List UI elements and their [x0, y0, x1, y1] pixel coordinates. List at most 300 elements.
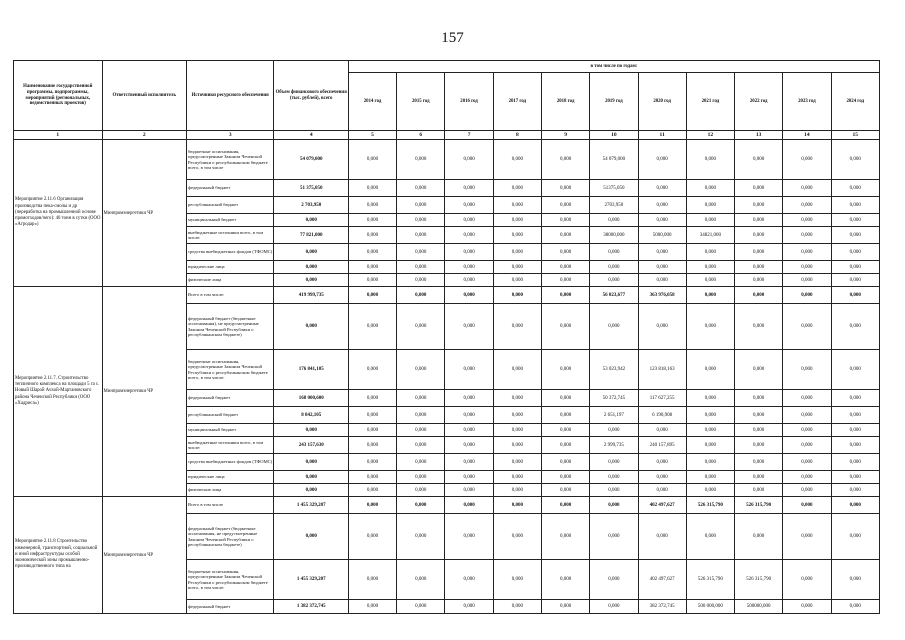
year-value: 0,000 [397, 514, 445, 560]
header-by-years: в том числе по годам: [348, 61, 879, 73]
year-value: 0,000 [348, 261, 396, 274]
year-value: 0,000 [397, 304, 445, 350]
year-value: 0,000 [493, 514, 541, 560]
year-value: 0,000 [735, 140, 783, 180]
header-year: 2022 год [735, 73, 783, 131]
column-number: 14 [783, 131, 831, 140]
year-value: 0,000 [541, 227, 589, 244]
year-value: 0,000 [397, 180, 445, 197]
funding-source: бюджетные ассигнования, предусмотренные Законом Чеченской Республики о республиканском бюджете всего, в том числе: [186, 560, 274, 600]
year-value: 0,000 [783, 214, 831, 227]
year-value: 0,000 [397, 197, 445, 214]
total-volume: 176 841,105 [274, 350, 348, 390]
year-value: 0,000 [590, 424, 638, 437]
funding-source: средства внебюджетных фондов (ТФОМС) [186, 244, 274, 261]
year-value: 0,000 [397, 227, 445, 244]
year-value: 0,000 [831, 514, 879, 560]
year-value: 0,000 [638, 140, 686, 180]
year-value: 0,000 [638, 214, 686, 227]
year-value: 0,000 [735, 424, 783, 437]
year-value: 0,000 [397, 600, 445, 614]
year-value: 0,000 [493, 484, 541, 497]
year-value: 0,000 [831, 560, 879, 600]
year-value: 0,000 [541, 497, 589, 514]
year-value: 0,000 [831, 484, 879, 497]
year-value: 0,000 [348, 407, 396, 424]
year-value: 0,000 [445, 244, 493, 261]
funding-source: внебюджетные источники всего, в том числе: [186, 437, 274, 454]
year-value: 0,000 [397, 244, 445, 261]
funding-source: Всего в том числе: [186, 287, 274, 304]
year-value: 0,000 [831, 454, 879, 471]
page-number: 157 [441, 30, 464, 46]
year-value: 0,000 [541, 560, 589, 600]
column-number: 5 [348, 131, 396, 140]
year-value: 526 315,790 [686, 497, 734, 514]
year-value: 0,000 [783, 304, 831, 350]
year-value: 0,000 [493, 140, 541, 180]
year-value: 0,000 [783, 227, 831, 244]
funding-source: физические лица [186, 484, 274, 497]
year-value: 0,000 [783, 497, 831, 514]
year-value: 0,000 [735, 437, 783, 454]
year-value: 0,000 [541, 514, 589, 560]
total-volume: 2 703,950 [274, 197, 348, 214]
year-value: 0,000 [831, 214, 879, 227]
table-row [14, 140, 880, 180]
year-value: 0,000 [348, 287, 396, 304]
year-value: 0,000 [686, 484, 734, 497]
year-value: 0,000 [445, 390, 493, 407]
year-value: 0,000 [590, 484, 638, 497]
year-value: 0,000 [397, 424, 445, 437]
year-value: 0,000 [735, 287, 783, 304]
year-value: 0,000 [686, 471, 734, 484]
year-value: 0,000 [445, 424, 493, 437]
column-number: 1 [14, 131, 103, 140]
year-value: 0,000 [348, 227, 396, 244]
year-value: 0,000 [445, 350, 493, 390]
year-value: 0,000 [590, 261, 638, 274]
year-value: 0,000 [348, 304, 396, 350]
year-value: 0,000 [686, 214, 734, 227]
total-volume: 0,000 [274, 484, 348, 497]
year-value: 526 315,790 [686, 560, 734, 600]
year-value: 0,000 [348, 437, 396, 454]
year-value: 0,000 [348, 274, 396, 287]
total-volume: 54 079,000 [274, 140, 348, 180]
year-value: 0,000 [783, 197, 831, 214]
year-value: 240 157,895 [638, 437, 686, 454]
year-value: 0,000 [783, 484, 831, 497]
year-value: 0,000 [686, 390, 734, 407]
funding-source: федеральный бюджет (бюджетные ассигнования, не предусмотренные Законом Чеченской Республики о республиканском бюджете) [186, 514, 274, 560]
column-number: 9 [541, 131, 589, 140]
year-value: 0,000 [445, 600, 493, 614]
column-number: 3 [186, 131, 274, 140]
year-value: 0,000 [590, 497, 638, 514]
year-value: 0,000 [397, 261, 445, 274]
year-value: 0,000 [397, 560, 445, 600]
year-value: 0,000 [445, 484, 493, 497]
year-value: 0,000 [445, 197, 493, 214]
column-number: 10 [590, 131, 638, 140]
year-value: 0,000 [686, 244, 734, 261]
year-value: 0,000 [831, 600, 879, 614]
year-value: 0,000 [590, 514, 638, 560]
header-year: 2019 год [590, 73, 638, 131]
funding-source: юридические лица [186, 261, 274, 274]
year-value: 0,000 [493, 424, 541, 437]
total-volume: 0,000 [274, 514, 348, 560]
year-value: 0,000 [590, 560, 638, 600]
year-value: 0,000 [686, 287, 734, 304]
funding-source: федеральный бюджет [186, 180, 274, 197]
year-value: 0,000 [541, 197, 589, 214]
year-value: 0,000 [397, 437, 445, 454]
year-value: 0,000 [493, 287, 541, 304]
year-value: 0,000 [686, 454, 734, 471]
year-value: 0,000 [493, 197, 541, 214]
year-value: 0,000 [541, 484, 589, 497]
year-value: 0,000 [783, 140, 831, 180]
year-value: 0,000 [541, 140, 589, 180]
year-value: 382 372,745 [638, 600, 686, 614]
year-value: 0,000 [686, 514, 734, 560]
year-value: 500 000,000 [686, 600, 734, 614]
total-volume: 0,000 [274, 304, 348, 350]
year-value: 0,000 [397, 497, 445, 514]
header-year: 2016 год [445, 73, 493, 131]
year-value: 0,000 [541, 471, 589, 484]
funding-source: внебюджетные источники всего, в том числе: [186, 227, 274, 244]
total-volume: 0,000 [274, 274, 348, 287]
year-value: 0,000 [590, 600, 638, 614]
year-value: 0,000 [686, 180, 734, 197]
year-value: 0,000 [783, 424, 831, 437]
header-year: 2018 год [541, 73, 589, 131]
year-value: 500000,000 [735, 600, 783, 614]
year-value: 526 315,790 [735, 560, 783, 600]
year-value: 0,000 [493, 600, 541, 614]
funding-source: муниципальный бюджет [186, 424, 274, 437]
year-value: 0,000 [541, 424, 589, 437]
total-volume: 1 455 329,207 [274, 497, 348, 514]
year-value: 0,000 [638, 454, 686, 471]
year-value: 0,000 [686, 424, 734, 437]
year-value: 0,000 [493, 471, 541, 484]
measure-name: Мероприятие 2.11.6 Организация производства пека-смолы и др (переработка на промышленной основе промотходов/чего): 40 тонн в сутки (ООО «Агродар») [14, 140, 103, 287]
year-value: 0,000 [397, 407, 445, 424]
year-value: 0,000 [638, 197, 686, 214]
year-value: 0,000 [831, 471, 879, 484]
year-value: 0,000 [541, 437, 589, 454]
year-value: 0,000 [493, 560, 541, 600]
total-volume: 1 382 372,745 [274, 600, 348, 614]
year-value: 0,000 [638, 244, 686, 261]
year-value: 0,000 [493, 261, 541, 274]
year-value: 0,000 [686, 274, 734, 287]
year-value: 0,000 [445, 287, 493, 304]
year-value: 0,000 [783, 407, 831, 424]
year-value: 0,000 [445, 304, 493, 350]
column-number: 11 [638, 131, 686, 140]
total-volume: 51 375,050 [274, 180, 348, 197]
year-value: 0,000 [831, 304, 879, 350]
table-row [14, 287, 880, 304]
year-value: 0,000 [831, 197, 879, 214]
year-value: 0,000 [445, 407, 493, 424]
year-value: 50 372,745 [590, 390, 638, 407]
year-value: 0,000 [348, 424, 396, 437]
year-value: 53 023,942 [590, 350, 638, 390]
year-value: 0,000 [686, 437, 734, 454]
header-responsible: Ответственный исполнитель [102, 61, 186, 131]
funding-source: муниципальный бюджет [186, 214, 274, 227]
measure-name: Мероприятие 2.11.7. Строительство тепличного комплекса на площади 5 га с. Новый Шарой Ачхой-Мартановского района Чеченской Республики (ООО «Хадриса») [14, 287, 103, 497]
year-value: 0,000 [831, 140, 879, 180]
year-value: 0,000 [735, 471, 783, 484]
year-value: 0,000 [590, 304, 638, 350]
year-value: 402 497,627 [638, 560, 686, 600]
year-value: 0,000 [735, 214, 783, 227]
year-value: 0,000 [445, 180, 493, 197]
year-value: 0,000 [397, 471, 445, 484]
year-value: 0,000 [493, 407, 541, 424]
year-value: 0,000 [493, 244, 541, 261]
year-value: 0,000 [348, 497, 396, 514]
total-volume: 0,000 [274, 454, 348, 471]
year-value: 0,000 [590, 214, 638, 227]
year-value: 0,000 [735, 454, 783, 471]
year-value: 0,000 [783, 514, 831, 560]
year-value: 0,000 [541, 390, 589, 407]
year-value: 0,000 [686, 197, 734, 214]
year-value: 117 627,255 [638, 390, 686, 407]
year-value: 0,000 [541, 304, 589, 350]
total-volume: 419 999,735 [274, 287, 348, 304]
year-value: 0,000 [348, 197, 396, 214]
header-volume: Объем финансового обеспечения (тыс. рублей), всего [274, 61, 348, 131]
column-number: 2 [102, 131, 186, 140]
year-value: 123 818,163 [638, 350, 686, 390]
funding-source: юридические лица [186, 471, 274, 484]
year-value: 0,000 [638, 261, 686, 274]
total-volume: 0,000 [274, 471, 348, 484]
year-value: 0,000 [445, 227, 493, 244]
year-value: 0,000 [638, 424, 686, 437]
responsible-executor: Минпромэнергетики ЧР [102, 140, 186, 287]
total-volume: 1 455 329,207 [274, 560, 348, 600]
year-value: 0,000 [831, 261, 879, 274]
year-value: 0,000 [783, 350, 831, 390]
year-value: 0,000 [735, 197, 783, 214]
year-value: 0,000 [735, 227, 783, 244]
year-value: 0,000 [638, 514, 686, 560]
total-volume: 77 821,000 [274, 227, 348, 244]
header-year: 2017 год [493, 73, 541, 131]
year-value: 0,000 [445, 497, 493, 514]
year-value: 0,000 [348, 600, 396, 614]
year-value: 0,000 [831, 227, 879, 244]
year-value: 0,000 [397, 214, 445, 227]
column-number: 8 [493, 131, 541, 140]
year-value: 0,000 [348, 484, 396, 497]
total-volume: 168 000,600 [274, 390, 348, 407]
year-value: 0,000 [445, 514, 493, 560]
year-value: 56 023,677 [590, 287, 638, 304]
year-value: 2703,950 [590, 197, 638, 214]
funding-source: республиканский бюджет [186, 197, 274, 214]
year-value: 0,000 [397, 454, 445, 471]
funding-source: физические лица [186, 274, 274, 287]
year-value: 402 497,627 [638, 497, 686, 514]
year-value: 0,000 [493, 454, 541, 471]
year-value: 0,000 [831, 274, 879, 287]
year-value: 0,000 [783, 600, 831, 614]
column-number: 6 [397, 131, 445, 140]
year-value: 0,000 [686, 407, 734, 424]
year-value: 0,000 [783, 390, 831, 407]
year-value: 0,000 [445, 437, 493, 454]
year-value: 0,000 [348, 350, 396, 390]
year-value: 0,000 [541, 600, 589, 614]
year-value: 0,000 [348, 214, 396, 227]
year-value: 0,000 [397, 484, 445, 497]
year-value: 0,000 [735, 180, 783, 197]
year-value: 0,000 [783, 560, 831, 600]
total-volume: 0,000 [274, 424, 348, 437]
year-value: 0,000 [735, 484, 783, 497]
year-value: 0,000 [445, 140, 493, 180]
year-value: 0,000 [783, 261, 831, 274]
year-value: 0,000 [541, 274, 589, 287]
year-value: 5000,000 [638, 227, 686, 244]
year-value: 0,000 [493, 180, 541, 197]
funding-source: средства внебюджетных фондов (ТФОМС) [186, 454, 274, 471]
total-volume: 0,000 [274, 261, 348, 274]
year-value: 0,000 [590, 471, 638, 484]
funding-source: бюджетные ассигнования, предусмотренные Законом Чеченской Республики о республиканском бюджете всего, в том числе: [186, 350, 274, 390]
year-value: 0,000 [735, 390, 783, 407]
year-value: 0,000 [831, 497, 879, 514]
year-value: 526 315,790 [735, 497, 783, 514]
year-value: 2 999,735 [590, 437, 638, 454]
funding-source: федеральный бюджет (бюджетные ассигнования), не предусмотренные Законом Чеченской Республики о республиканском бюджете) [186, 304, 274, 350]
year-value: 0,000 [638, 484, 686, 497]
funding-source: республиканский бюджет [186, 407, 274, 424]
year-value: 0,000 [783, 437, 831, 454]
year-value: 0,000 [348, 514, 396, 560]
year-value: 0,000 [493, 274, 541, 287]
year-value: 0,000 [541, 407, 589, 424]
year-value: 0,000 [445, 471, 493, 484]
year-value: 54 079,000 [590, 140, 638, 180]
header-year: 2021 год [686, 73, 734, 131]
funding-source: бюджетные ассигнования, предусмотренные Законом Чеченской Республики о республиканском бюджете всего, в том числе [186, 140, 274, 180]
year-value: 0,000 [445, 274, 493, 287]
column-number: 7 [445, 131, 493, 140]
funding-source: Всего в том числе [186, 497, 274, 514]
year-value: 0,000 [590, 454, 638, 471]
header-year: 2020 год [638, 73, 686, 131]
year-value: 0,000 [445, 214, 493, 227]
year-value: 0,000 [735, 244, 783, 261]
year-value: 0,000 [735, 261, 783, 274]
year-value: 0,000 [831, 390, 879, 407]
funding-table [13, 60, 880, 614]
year-value: 0,000 [541, 180, 589, 197]
year-value: 0,000 [783, 274, 831, 287]
year-value: 0,000 [541, 244, 589, 261]
year-value: 0,000 [445, 454, 493, 471]
year-value: 0,000 [831, 287, 879, 304]
column-number: 4 [274, 131, 348, 140]
measure-name: Мероприятие 2.11.8 Строительство инженерной, транспортной, социальной и иной инфраструктуры особой экономической зоны промышленно-производственного типа на [14, 497, 103, 614]
year-value: 0,000 [348, 180, 396, 197]
year-value: 0,000 [493, 350, 541, 390]
header-name: Наименование государственной программы, подпрограммы, мероприятий (региональных, ведомственных проектов) [14, 61, 103, 131]
year-value: 0,000 [783, 471, 831, 484]
year-value: 0,000 [541, 454, 589, 471]
year-value: 0,000 [783, 244, 831, 261]
year-value: 0,000 [348, 471, 396, 484]
header-year: 2024 год [831, 73, 879, 131]
year-value: 0,000 [541, 214, 589, 227]
year-value: 0,000 [735, 514, 783, 560]
year-value: 0,000 [397, 287, 445, 304]
year-value: 0,000 [638, 471, 686, 484]
column-number: 13 [735, 131, 783, 140]
column-numbers-row [14, 131, 880, 140]
header-year: 2023 год [783, 73, 831, 131]
year-value: 38000,000 [590, 227, 638, 244]
year-value: 0,000 [831, 350, 879, 390]
year-value: 0,000 [541, 350, 589, 390]
header-year: 2015 год [397, 73, 445, 131]
year-value: 51375,050 [590, 180, 638, 197]
total-volume: 0,000 [274, 244, 348, 261]
year-value: 0,000 [638, 304, 686, 350]
year-value: 0,000 [348, 390, 396, 407]
year-value: 0,000 [590, 244, 638, 261]
responsible-executor: Минпромэнергетики ЧР [102, 287, 186, 497]
year-value: 0,000 [445, 261, 493, 274]
year-value: 0,000 [397, 350, 445, 390]
year-value: 0,000 [735, 407, 783, 424]
year-value: 0,000 [493, 497, 541, 514]
year-value: 0,000 [831, 407, 879, 424]
year-value: 0,000 [541, 261, 589, 274]
year-value: 0,000 [831, 437, 879, 454]
table-row [14, 497, 880, 514]
year-value: 0,000 [783, 287, 831, 304]
year-value: 0,000 [348, 140, 396, 180]
year-value: 0,000 [735, 274, 783, 287]
year-value: 34821,000 [686, 227, 734, 244]
total-volume: 243 157,630 [274, 437, 348, 454]
year-value: 0,000 [397, 140, 445, 180]
year-value: 0,000 [686, 261, 734, 274]
year-value: 0,000 [493, 214, 541, 227]
year-value: 0,000 [686, 350, 734, 390]
year-value: 0,000 [493, 437, 541, 454]
total-volume: 8 842,105 [274, 407, 348, 424]
year-value: 6 190,908 [638, 407, 686, 424]
header-year: 2014 год [348, 73, 396, 131]
funding-source: федеральный бюджет [186, 390, 274, 407]
column-number: 12 [686, 131, 734, 140]
